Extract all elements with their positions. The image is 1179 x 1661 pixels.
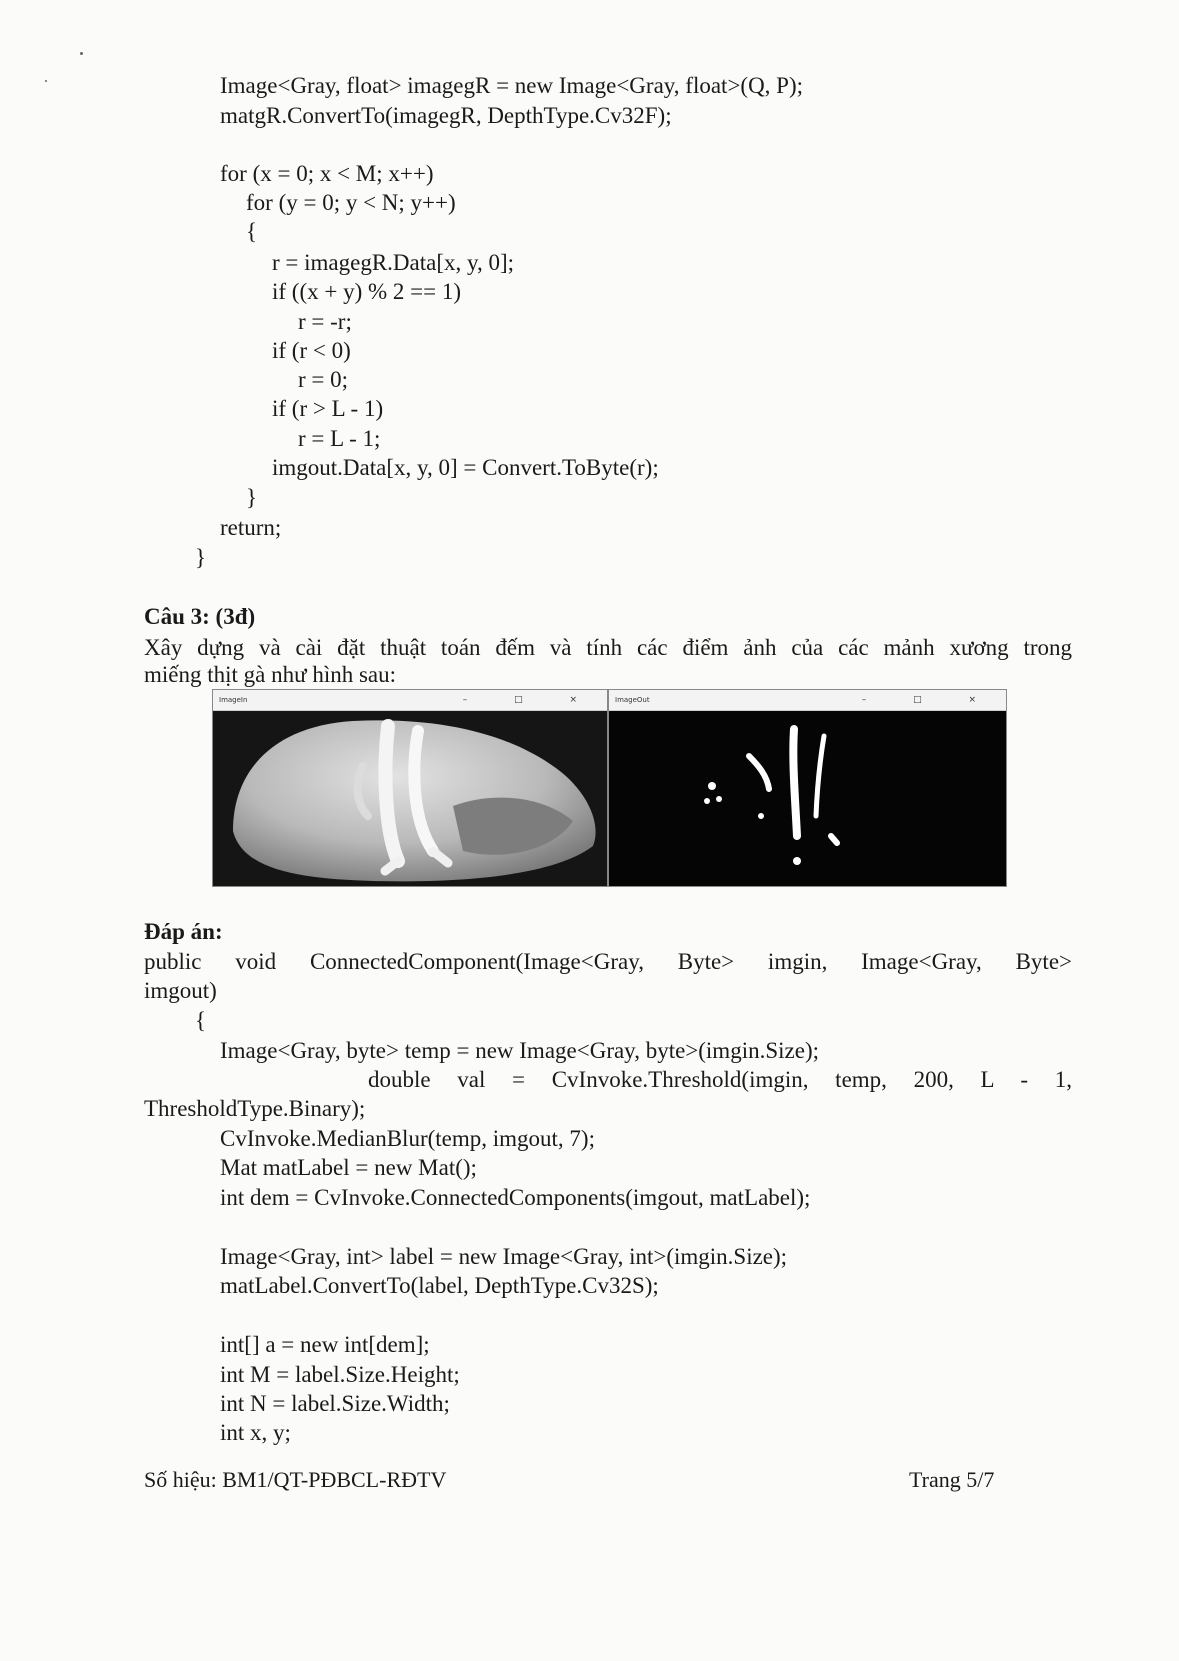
imagein-titlebar [213, 690, 607, 711]
footer-page-number: Trang 5/7 [909, 1467, 995, 1492]
code-line: r = imagegR.Data[x, y, 0]; [272, 250, 515, 275]
footer-doc-code: Số hiệu: BM1/QT-PĐBCL-RĐTV [144, 1467, 447, 1492]
answer-signature-line1: public void ConnectedComponent(Image<Gray, Byte> imgin, Image<Gray, Byte> [144, 949, 1072, 974]
code-line: int N = label.Size.Width; [220, 1391, 450, 1416]
code-line: for (y = 0; y < N; y++) [246, 190, 456, 215]
code-line: Image<Gray, float> imagegR = new Image<Gray, float>(Q, P); [220, 73, 804, 98]
imageout-titlebar [609, 690, 1006, 711]
code-line: return; [220, 515, 282, 540]
binary-output-image [609, 711, 1007, 887]
figure-chicken-xray [212, 689, 1007, 887]
question-heading: Câu 3: (3đ) [144, 604, 256, 629]
code-line: if ((x + y) % 2 == 1) [272, 279, 462, 304]
code-line: Mat matLabel = new Mat(); [220, 1155, 477, 1180]
question-text-line1: Xây dựng và cài đặt thuật toán đếm và tính các điểm ảnh của các mảnh xương trong [144, 635, 1072, 660]
imageout-title: ImageOut [615, 696, 650, 704]
imagein-window [212, 689, 608, 887]
code-line: { [195, 1008, 207, 1033]
code-line: Image<Gray, byte> temp = new Image<Gray, byte>(imgin.Size); [220, 1038, 819, 1063]
scan-speck [80, 52, 83, 55]
code-line: matLabel.ConvertTo(label, DepthType.Cv32S); [220, 1273, 659, 1298]
code-line: int[] a = new int[dem]; [220, 1332, 430, 1357]
code-line: r = -r; [298, 309, 352, 334]
code-line: ThresholdType.Binary); [144, 1096, 366, 1121]
code-line: int dem = CvInvoke.ConnectedComponents(imgout, matLabel); [220, 1185, 811, 1210]
window-controls[interactable]: – □ × [861, 695, 998, 705]
code-line: Image<Gray, int> label = new Image<Gray, int>(imgin.Size); [220, 1244, 788, 1269]
answer-signature-line2: imgout) [144, 978, 217, 1003]
code-line: r = L - 1; [298, 426, 381, 451]
code-line: CvInvoke.MedianBlur(temp, imgout, 7); [220, 1126, 595, 1151]
imageout-window [608, 689, 1007, 887]
code-line: if (r < 0) [272, 338, 351, 363]
scan-speck [45, 80, 47, 82]
code-line: if (r > L - 1) [272, 396, 384, 421]
answer-heading: Đáp án: [144, 919, 223, 944]
code-line: imgout.Data[x, y, 0] = Convert.ToByte(r); [272, 455, 659, 480]
window-controls[interactable]: – □ × [462, 695, 599, 705]
code-line: } [246, 485, 258, 510]
code-line: matgR.ConvertTo(imagegR, DepthType.Cv32F); [220, 103, 672, 128]
code-line: int x, y; [220, 1420, 291, 1445]
code-line: } [195, 545, 207, 570]
code-line: double val = CvInvoke.Threshold(imgin, temp, 200, L - 1, [368, 1067, 1072, 1092]
imagein-title: ImageIn [219, 696, 248, 704]
question-text-line2: miếng thịt gà như hình sau: [144, 662, 397, 687]
code-line: int M = label.Size.Height; [220, 1362, 460, 1387]
code-line: for (x = 0; x < M; x++) [220, 161, 434, 186]
code-line: r = 0; [298, 367, 349, 392]
xray-image [213, 711, 608, 887]
code-line: { [246, 219, 258, 244]
